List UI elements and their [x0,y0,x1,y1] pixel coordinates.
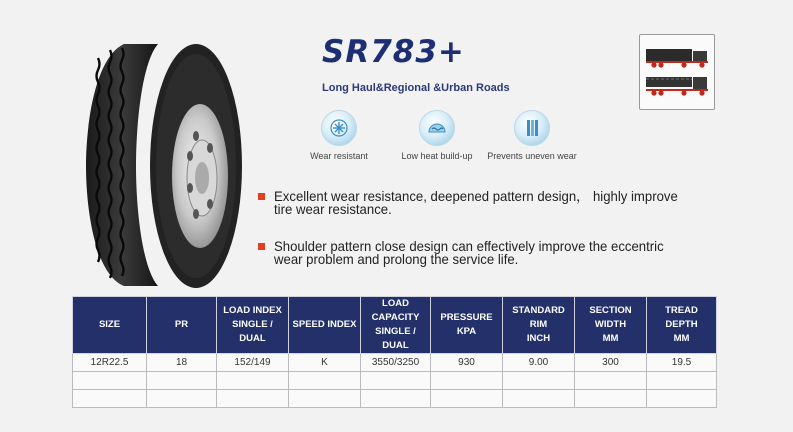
feature-label: Wear resistant [310,151,368,161]
feature-prevents-uneven-wear [482,110,582,161]
feature-wear-resistant [289,110,389,161]
cell-pr [147,390,217,408]
cell-pr: 18 [147,354,217,372]
bullet-text: Excellent wear resistance, deepened pattern design， highly improve tire wear resistance. [274,188,678,217]
header-load-index: LOAD INDEX SINGLE / DUAL [217,297,289,354]
cell-pr [147,372,217,390]
cell-standard-rim: 9.00 [503,354,575,372]
semi-trucks-icon [639,34,715,110]
heat-wave-icon [419,110,455,146]
cell-tread-depth [647,390,717,408]
cell-speed-index: K [289,354,361,372]
cell-load-index [217,390,289,408]
cell-load-capacity: 3550/3250 [361,354,431,372]
cell-section-width [575,390,647,408]
header-section-width: SECTION WIDTH MM [575,297,647,354]
header-load-capacity: LOAD CAPACITY SINGLE / DUAL [361,297,431,354]
bullet-text: Shoulder pattern close design can effectively improve the eccentric wear problem and prolong the service life. [274,238,664,267]
feature-bullet [258,190,720,216]
table-header-row [73,297,717,354]
application-subtitle: Long Haul&Regional &Urban Roads [322,82,510,94]
cell-speed-index [289,372,361,390]
header-size: SIZE [73,297,147,354]
feature-bullet [258,240,720,266]
cell-pressure [431,372,503,390]
cell-speed-index [289,390,361,408]
cell-load-capacity [361,372,431,390]
cell-size: 12R22.5 [73,354,147,372]
cell-section-width: 300 [575,354,647,372]
red-square-bullet-icon [258,243,265,250]
cell-section-width [575,372,647,390]
tire-image [84,38,244,290]
product-model-title: SR783+ [322,34,465,70]
feature-label: Low heat build-up [401,151,473,161]
header-standard-rim: STANDARD RIM INCH [503,297,575,354]
feature-label: Prevents uneven wear [487,151,577,161]
snowflake-gear-icon [321,110,357,146]
cell-pressure: 930 [431,354,503,372]
header-pr: PR [147,297,217,354]
tread-grooves-icon [514,110,550,146]
header-tread-depth: TREAD DEPTH MM [647,297,717,354]
feature-low-heat [387,110,487,161]
cell-pressure [431,390,503,408]
cell-load-index: 152/149 [217,354,289,372]
table-row [73,390,717,408]
header-speed-index: SPEED INDEX [289,297,361,354]
cell-standard-rim [503,390,575,408]
spec-table [72,296,717,408]
cell-size [73,372,147,390]
table-row [73,354,717,372]
table-row [73,372,717,390]
red-square-bullet-icon [258,193,265,200]
cell-tread-depth [647,372,717,390]
cell-load-capacity [361,390,431,408]
cell-load-index [217,372,289,390]
cell-tread-depth: 19.5 [647,354,717,372]
header-pressure: PRESSURE KPA [431,297,503,354]
cell-size [73,390,147,408]
cell-standard-rim [503,372,575,390]
